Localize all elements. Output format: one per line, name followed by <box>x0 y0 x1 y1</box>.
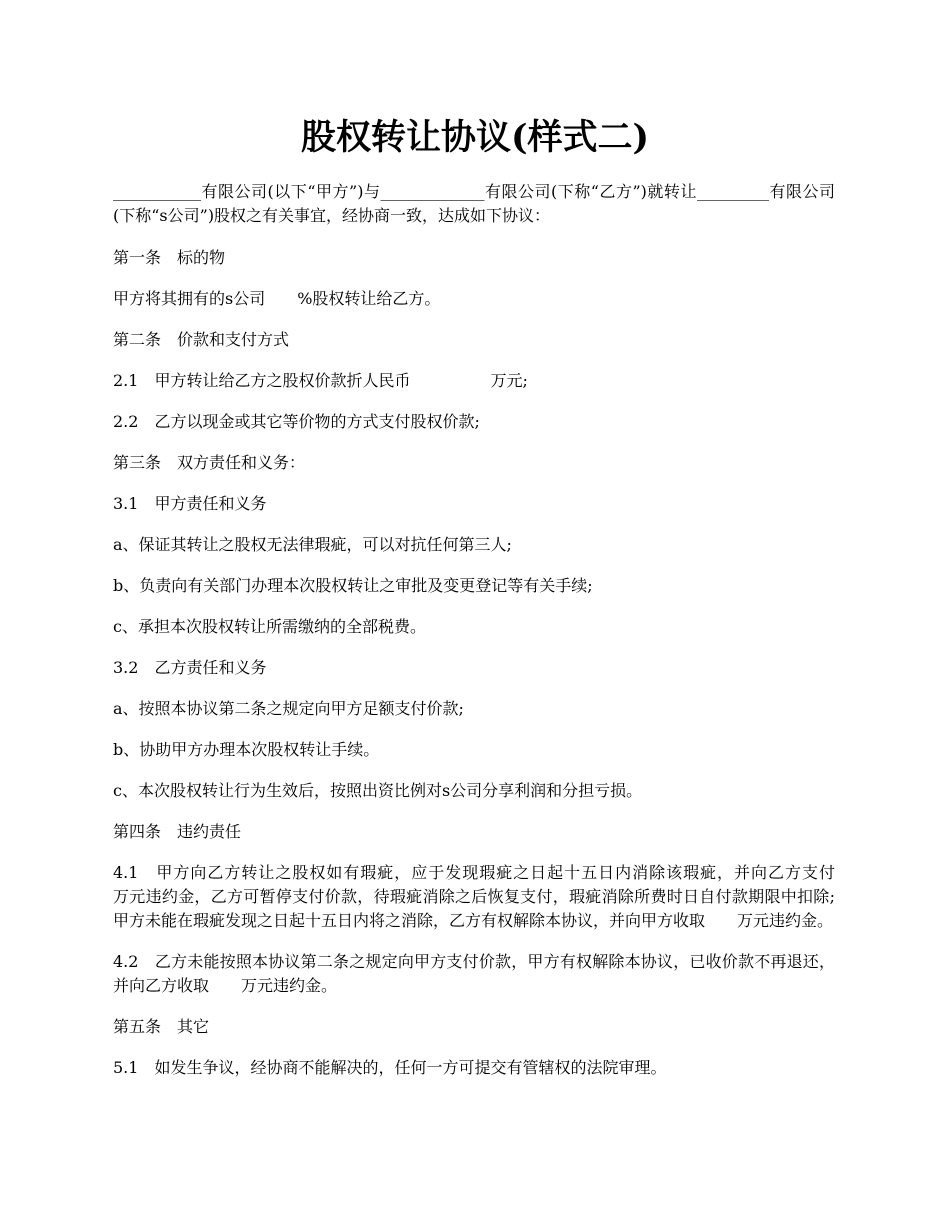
document-body <box>113 180 868 1097</box>
clause-3-2-b: b、协助甲方办理本次股权转让手续。 <box>113 740 380 759</box>
article-5-heading: 第五条 其它 <box>113 1017 210 1036</box>
article-4-heading: 第四条 违约责任 <box>113 822 242 841</box>
document-title: 股权转让协议(样式二) <box>300 117 650 158</box>
article-1-text: 甲方将其拥有的s公司 %股权转让给乙方。 <box>113 289 441 308</box>
clause-4-1: 4.1 甲方向乙方转让之股权如有瑕疵，应于发现瑕疵之日起十五日内消除该瑕疵，并向乙方支付 万元违约金，乙方可暂停支付价款，待瑕疵消除之后恢复支付，瑕疵消除所费时日自付款期限中扣除;甲方未能在瑕疵发现之日起十五日内将之消除，乙方有权解除本协议，并向甲方收取 万元违约金。 <box>113 863 868 930</box>
article-1-heading: 第一条 标的物 <box>113 248 226 267</box>
clause-3-2-c: c、本次股权转让行为生效后，按照出资比例对s公司分享利润和分担亏损。 <box>113 781 643 800</box>
clause-3-1-b: b、负责向有关部门办理本次股权转让之审批及变更登记等有关手续; <box>113 576 593 595</box>
intro-paragraph: ___________有限公司(以下“甲方”)与_____________有限公司(下称“乙方”)就转让_________有限公司(下称“s公司”)股权之有关事宜，经协商一致，达成如下协议： <box>113 182 835 225</box>
clause-3-1-a: a、保证其转让之股权无法律瑕疵，可以对抗任何第三人; <box>113 535 512 554</box>
article-3-heading: 第三条 双方责任和义务： <box>113 453 306 472</box>
clause-2-2: 2.2 乙方以现金或其它等价物的方式支付股权价款; <box>113 412 480 431</box>
clause-5-1: 5.1 如发生争议，经协商不能解决的，任何一方可提交有管辖权的法院审理。 <box>113 1058 667 1077</box>
clause-3-1-heading: 3.1 甲方责任和义务 <box>113 494 267 513</box>
clause-2-1: 2.1 甲方转让给乙方之股权价款折人民币 万元; <box>113 371 528 390</box>
clause-3-1-c: c、承担本次股权转让所需缴纳的全部税费。 <box>113 617 426 636</box>
clause-3-2-a: a、按照本协议第二条之规定向甲方足额支付价款; <box>113 699 464 718</box>
clause-3-2-heading: 3.2 乙方责任和义务 <box>113 658 267 677</box>
clause-4-2: 4.2 乙方未能按照本协议第二条之规定向甲方支付价款，甲方有权解除本协议，已收价款不再退还，并向乙方收取 万元违约金。 <box>113 952 835 995</box>
article-2-heading: 第二条 价款和支付方式 <box>113 330 290 349</box>
